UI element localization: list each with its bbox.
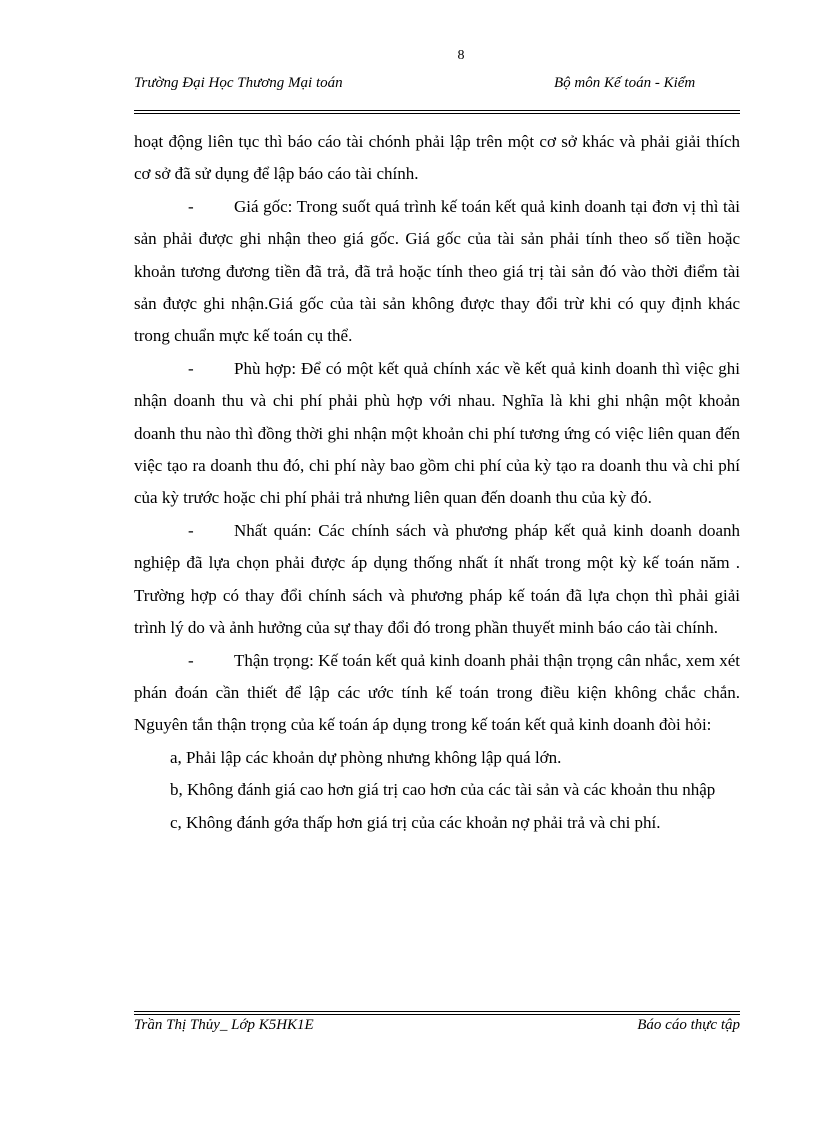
bullet-paragraph	[134, 191, 740, 353]
dash-marker: -	[188, 520, 194, 540]
dash-marker: -	[188, 650, 194, 670]
bullet-paragraph	[134, 515, 740, 645]
paragraph-text: Thận trọng: Kế toán kết quả kinh doanh phải thận trọng cân nhắc, xem xét phán đoán cần thiết để lập các ước tính kế toán trong điều kiện không chắc chắn. Nguyên tắn thận trọng của kế toán áp dụng trong kế toán kết quả kinh doanh đòi hỏi:	[134, 650, 740, 735]
paragraph-text: Phù hợp: Để có một kết quả chính xác về kết quả kinh doanh thì việc ghi nhận doanh thu và chi phí phải phù hợp với nhau. Nghĩa là khi ghi nhận một khoản doanh thu nào thì đồng thời ghi nhận một khoản chi phí tương ứng có việc liên quan đến việc tạo ra doanh thu đó, chi phí này bao gồm chi phí của kỳ tạo ra doanh thu và chi phí của kỳ trước hoặc chi phí phải trả nhưng liên quan đến doanh thu của kỳ đó.	[134, 358, 740, 508]
dash-marker: -	[188, 358, 194, 378]
paragraph	[134, 126, 740, 191]
bullet-paragraph	[134, 353, 740, 515]
paragraph-text: Nhất quán: Các chính sách và phương pháp kết quả kinh doanh doanh nghiệp đã lựa chọn phải được áp dụng thống nhất ít nhất trong một kỳ kế toán năm . Trường hợp có thay đổi chính sách và phương pháp kế toán đã lựa chọn thì phải giải trình lý do và ảnh hưởng của sự thay đổi đó trong phần thuyết minh báo cáo tài chính.	[134, 520, 740, 638]
page-number: 8	[457, 48, 465, 63]
footer-right: Báo cáo thực tập	[637, 1017, 740, 1033]
header-rule	[134, 110, 740, 114]
header-right: Bộ môn Kế toán - Kiểm	[554, 75, 696, 91]
footer-rule	[134, 1011, 740, 1015]
list-item: c, Không đánh gớa thấp hơn giá trị của các khoản nợ phải trả và chi phí.	[170, 812, 661, 832]
bullet-paragraph	[134, 645, 740, 742]
body-text	[134, 126, 740, 839]
dash-marker: -	[188, 196, 194, 216]
paragraph-text: Giá gốc: Trong suốt quá trình kế toán kết quả kinh doanh tại đơn vị thì tài sản phải được ghi nhận theo giá gốc. Giá gốc của tài sản phải tính theo số tiền hoặc khoản tương đương tiền đã trả, đã trả hoặc tính theo giá trị tài sản đó vào thời điểm tài sản được ghi nhận.Giá gốc của tài sản không được thay đổi trừ khi có quy định khác trong chuẩn mực kế toán cụ thể.	[134, 196, 740, 346]
list-item: b, Không đánh giá cao hơn giá trị cao hơn của các tài sản và các khoản thu nhập	[170, 780, 716, 800]
paragraph-text: hoạt động liên tục thì báo cáo tài chónh phải lập trên một cơ sở khác và phải giải thích cơ sở đã sử dụng để lập báo cáo tài chính.	[134, 132, 740, 184]
footer-left: Trần Thị Thủy_ Lớp K5HK1E	[134, 1017, 314, 1033]
list-item: a, Phải lập các khoản dự phòng nhưng không lập quá lớn.	[170, 747, 562, 767]
header-left: Trường Đại Học Thương Mại toán	[134, 75, 343, 91]
